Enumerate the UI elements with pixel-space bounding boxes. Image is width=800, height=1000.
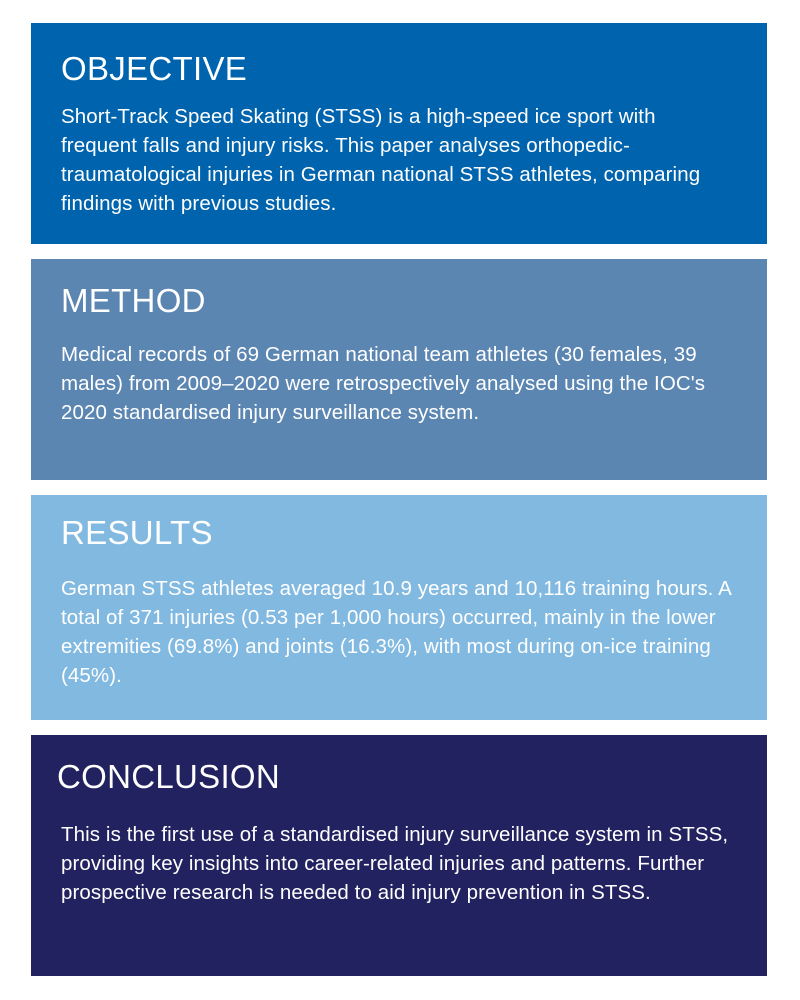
- method-title: METHOD: [61, 282, 206, 319]
- conclusion-title: CONCLUSION: [57, 758, 281, 795]
- objective-text: Short-Track Speed Skating (STSS) is a high-speed ice sport with frequent falls and injury risks. This paper analyses orthopedic-traumatological injuries in German national STSS athletes, comparing findings with previous studies.: [61, 105, 701, 215]
- conclusion-text: This is the first use of a standardised injury surveillance system in STSS, providing key insights into career-related injuries and patterns. Further prospective research is needed to aid injury prevention in STSS.: [61, 823, 729, 904]
- objective-title: OBJECTIVE: [61, 50, 248, 87]
- method-text: Medical records of 69 German national team athletes (30 females, 39 males) from 2009–2020 were retrospectively analysed using the IOC's 2020 standardised injury surveillance system.: [61, 343, 706, 424]
- results-panel: [31, 495, 767, 720]
- conclusion-panel: [31, 735, 767, 976]
- results-text: German STSS athletes averaged 10.9 years and 10,116 training hours. A total of 371 injuries (0.53 per 1,000 hours) occurred, mainly in the lower extremities (69.8%) and joints (16.3%), with most during on-ice training (45%).: [61, 577, 731, 687]
- results-title: RESULTS: [61, 514, 213, 551]
- method-panel: [31, 259, 767, 480]
- objective-panel: [31, 23, 767, 244]
